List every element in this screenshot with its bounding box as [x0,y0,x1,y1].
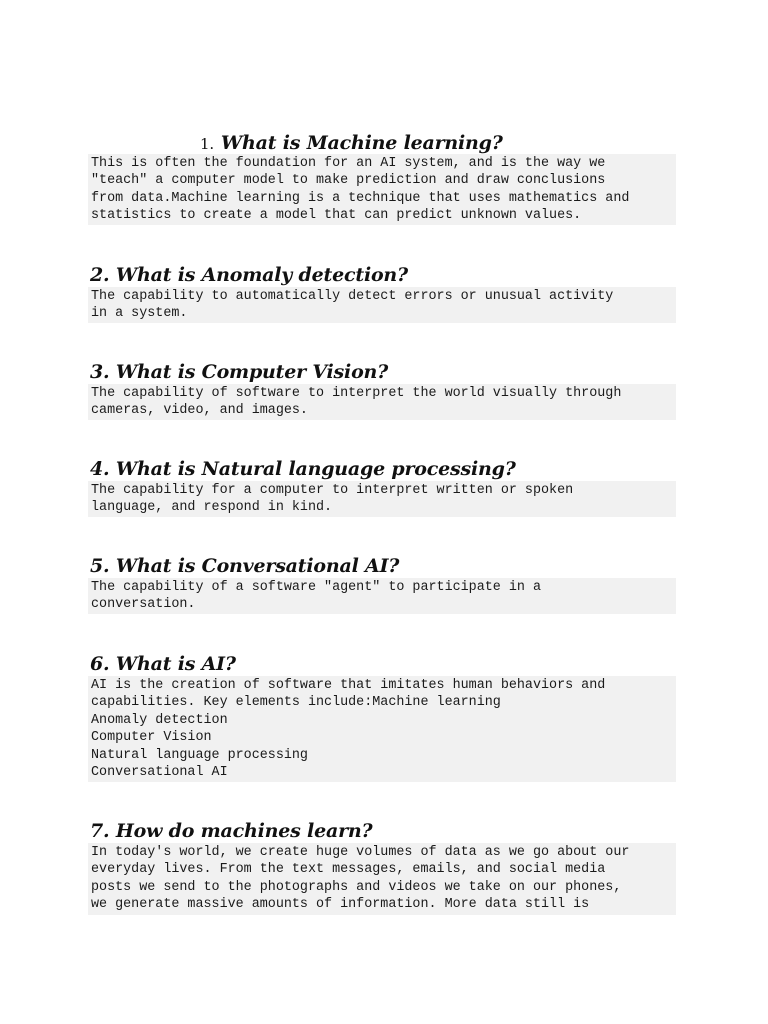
question-6-text: What is AI? [115,653,236,675]
question-7-number: 7. [90,820,110,842]
question-2-title [90,263,408,287]
question-4-text: What is Natural language processing? [115,458,516,480]
question-1-number: 1. [200,135,214,153]
answer-6: AI is the creation of software that imitates human behaviors and capabilities. Key elements include:Machine learning Anomaly detection Computer Vision Natural language processing Conversational AI [88,676,676,782]
question-7-text: How do machines learn? [115,820,373,842]
answer-3: The capability of software to interpret the world visually through cameras, video, and images. [88,384,676,420]
question-1-title [200,131,503,156]
question-2-number: 2. [90,264,110,286]
answer-7: In today's world, we create huge volumes of data as we go about our everyday lives. From the text messages, emails, and social media posts we send to the photographs and videos we take on our phones, we generate massive amounts of information. More data still is [88,843,676,915]
question-7-title [90,819,372,843]
question-3-text: What is Computer Vision? [115,361,389,383]
answer-5: The capability of a software "agent" to participate in a conversation. [88,578,676,614]
question-3-number: 3. [90,361,110,383]
question-1-text: What is Machine learning? [220,132,503,154]
question-6-number: 6. [90,653,110,675]
question-6-title [90,652,236,676]
question-2-text: What is Anomaly detection? [115,264,408,286]
answer-2: The capability to automatically detect errors or unusual activity in a system. [88,287,676,323]
question-5-number: 5. [90,555,110,577]
answer-4: The capability for a computer to interpret written or spoken language, and respond in kind. [88,481,676,517]
question-4-number: 4. [90,458,110,480]
question-5-title [90,554,399,578]
question-3-title [90,360,388,384]
question-4-title [90,457,516,481]
question-5-text: What is Conversational AI? [115,555,400,577]
answer-1: This is often the foundation for an AI system, and is the way we "teach" a computer model to make prediction and draw conclusions from data.Machine learning is a technique that uses mathematics and statistics to create a model that can predict unknown values. [88,154,676,225]
